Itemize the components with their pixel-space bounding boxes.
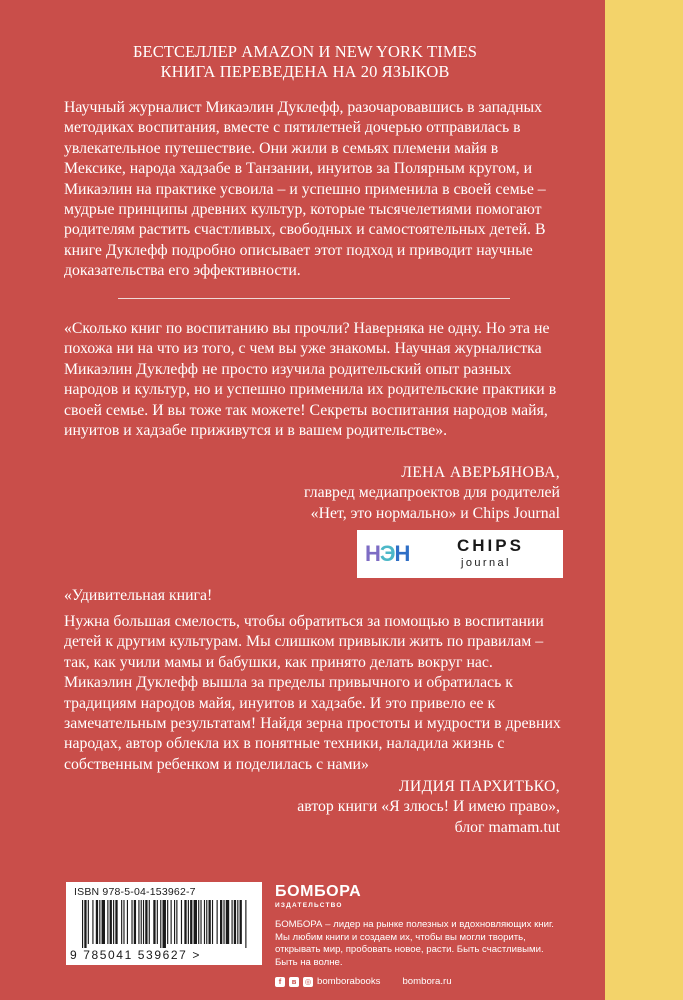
barcode-bar (200, 900, 201, 944)
barcode-bar (153, 900, 155, 944)
review-1-role-line-1: главред медиапроектов для родителей (304, 484, 560, 502)
barcode-bar (217, 900, 218, 944)
barcode-bar (206, 900, 207, 944)
barcode-bar (234, 900, 236, 944)
facebook-icon[interactable]: f (275, 977, 285, 987)
review-2-signature (80, 777, 560, 838)
review-quote-1: «Сколько книг по воспитанию вы прочли? Наверняка не одну. Но эта не похожа ни на что из того, с чем вы уже знакомы. Научная журналистка Микаэлин Дуклефф не просто изучила родительский опыт разных народов и культур, но и успешно применила их родительские практики в своей семье. И вы тоже так можете! Секреты воспитания народов майя, инуитов и хадзабе приживутся и в вашем родительстве». (64, 320, 557, 440)
review-2-author: ЛИДИЯ ПАРХИТЬКО, (398, 778, 560, 795)
vk-icon[interactable]: в (289, 977, 299, 987)
barcode-bar (92, 900, 93, 944)
barcode-bar (198, 900, 199, 944)
barcode-bar (174, 900, 175, 944)
barcode-bar (209, 900, 211, 944)
barcode-bar (237, 900, 238, 944)
barcode-digits: 9 785041 539627 > (70, 948, 201, 962)
barcode-bar (143, 900, 144, 944)
barcode-bar (223, 900, 224, 944)
yellow-spine (605, 0, 683, 1000)
chips-logo-subtitle: journal (461, 557, 511, 569)
barcode-bar (188, 900, 189, 944)
barcode-bar (113, 900, 114, 944)
barcode-bar (121, 900, 122, 944)
review-1-signature (80, 463, 560, 524)
barcode-bar (123, 900, 124, 944)
headline-line-2: КНИГА ПЕРЕВЕДЕНА НА 20 ЯЗЫКОВ (160, 62, 450, 81)
barcode-bar (157, 900, 158, 944)
barcode-bar (102, 900, 105, 944)
barcode-bar (226, 900, 229, 944)
barcode-bar (194, 900, 197, 944)
barcode-bar (145, 900, 147, 944)
barcode-bar (96, 900, 98, 944)
review-2-role-line-1: автор книги «Я злюсь! И имею право», (297, 798, 560, 816)
isbn-barcode (66, 882, 262, 965)
review-quote-2: Нужна большая смелость, чтобы обратиться за помощью в воспитании детей к другим культурам. Мы слишком привыкли жить по правилам – так, как учили мамы и бабушки, как принято делать вокруг нас. Микаэлин Дуклефф вышла за пределы привычного и обратилась к традициям народов майя, инуитов и хадзабе. И это привело ее к замечательным результатам! Найдя зерна простоты и мудрости в древних народах, автор облекла их в понятные техники, наладила жизнь с собственным ребенком и поделилась с нами» (64, 613, 561, 773)
review-1-author: ЛЕНА АВЕРЬЯНОВА, (401, 464, 560, 481)
bestseller-headline (60, 42, 550, 82)
isbn-number: ISBN 978-5-04-153962-7 (74, 886, 196, 898)
nen-logo-letter-2: Э (379, 541, 395, 566)
barcode-bar (240, 900, 242, 944)
barcode-bar (82, 900, 83, 948)
barcode-bars (80, 900, 250, 948)
barcode-bar (184, 900, 186, 944)
publisher-block (275, 883, 575, 989)
barcode-bar (220, 900, 222, 944)
book-description: Научный журналист Микаэлин Дуклефф, разочаровавшись в западных методиках воспитания, вместе с пятилетней дочерью отправилась в увлекательное путешествие. Они жили в семьях племени майя в Мексике, народа хадзабе в Танзании, инуитов за Полярным кругом, и Микаэлин на практике усвоила – и успешно применила в своей семье – мудрые принципы древних культур, которые тысячелетиями помогают родителям растить счастливых, свободных и самостоятельных детей. В книге Дуклефф подробно описывает этот подход и приводит научные доказательства его эффективности. (64, 99, 546, 280)
barcode-bar (163, 900, 166, 948)
publisher-logo-subtitle: ИЗДАТЕЛЬСТВО (275, 902, 343, 909)
publisher-description: БОМБОРА – лидер на рынке полезных и вдохновляющих книг. Мы любим книги и создаем их, чтобы вы могли творить, открывать мир, пробовать новое, расти. Быть счастливыми. Быть на волне. (275, 919, 554, 968)
barcode-bar (181, 900, 182, 944)
partner-logos (357, 530, 563, 578)
barcode-bar (99, 900, 100, 944)
barcode-bar (232, 900, 233, 944)
barcode-bar (110, 900, 112, 944)
chips-journal-logo (457, 536, 557, 570)
barcode-bar (88, 900, 89, 944)
barcode-bar (176, 900, 177, 944)
review-2-role-line-2: блог mamam.tut (454, 818, 560, 836)
barcode-bar (131, 900, 132, 944)
barcode-bar (138, 900, 139, 944)
nen-logo (365, 536, 423, 572)
barcode-bar (190, 900, 192, 944)
barcode-bar (127, 900, 128, 944)
publisher-links (275, 975, 575, 989)
headline-line-1: БЕСТСЕЛЛЕР AMAZON И NEW YORK TIMES (132, 42, 478, 61)
review-1-role-line-2: «Нет, это нормально» и Chips Journal (310, 504, 560, 522)
publisher-logo-name: БОМБОРА (275, 883, 362, 900)
review-quote-2-opening: «Удивительная книга! (64, 587, 213, 604)
barcode-bar (107, 900, 108, 944)
barcode-bar (245, 900, 246, 948)
barcode-bar (212, 900, 213, 944)
website-link[interactable]: bombora.ru (402, 976, 452, 988)
barcode-bar (204, 900, 205, 944)
barcode-bar (141, 900, 142, 944)
barcode-bar (167, 900, 168, 944)
barcode-bar (134, 900, 136, 944)
barcode-bar (171, 900, 172, 944)
barcode-bar (149, 900, 150, 944)
nen-logo-letter-1: Н (365, 541, 380, 566)
nen-logo-letter-3: Н (394, 541, 410, 566)
instagram-icon[interactable]: ◎ (304, 977, 312, 987)
barcode-bar (84, 900, 86, 948)
chips-logo-title: CHIPS (457, 536, 524, 555)
social-handle[interactable]: bomborabooks (317, 976, 381, 988)
barcode-bar (160, 900, 161, 948)
barcode-bar (115, 900, 117, 944)
divider-line (118, 298, 510, 299)
